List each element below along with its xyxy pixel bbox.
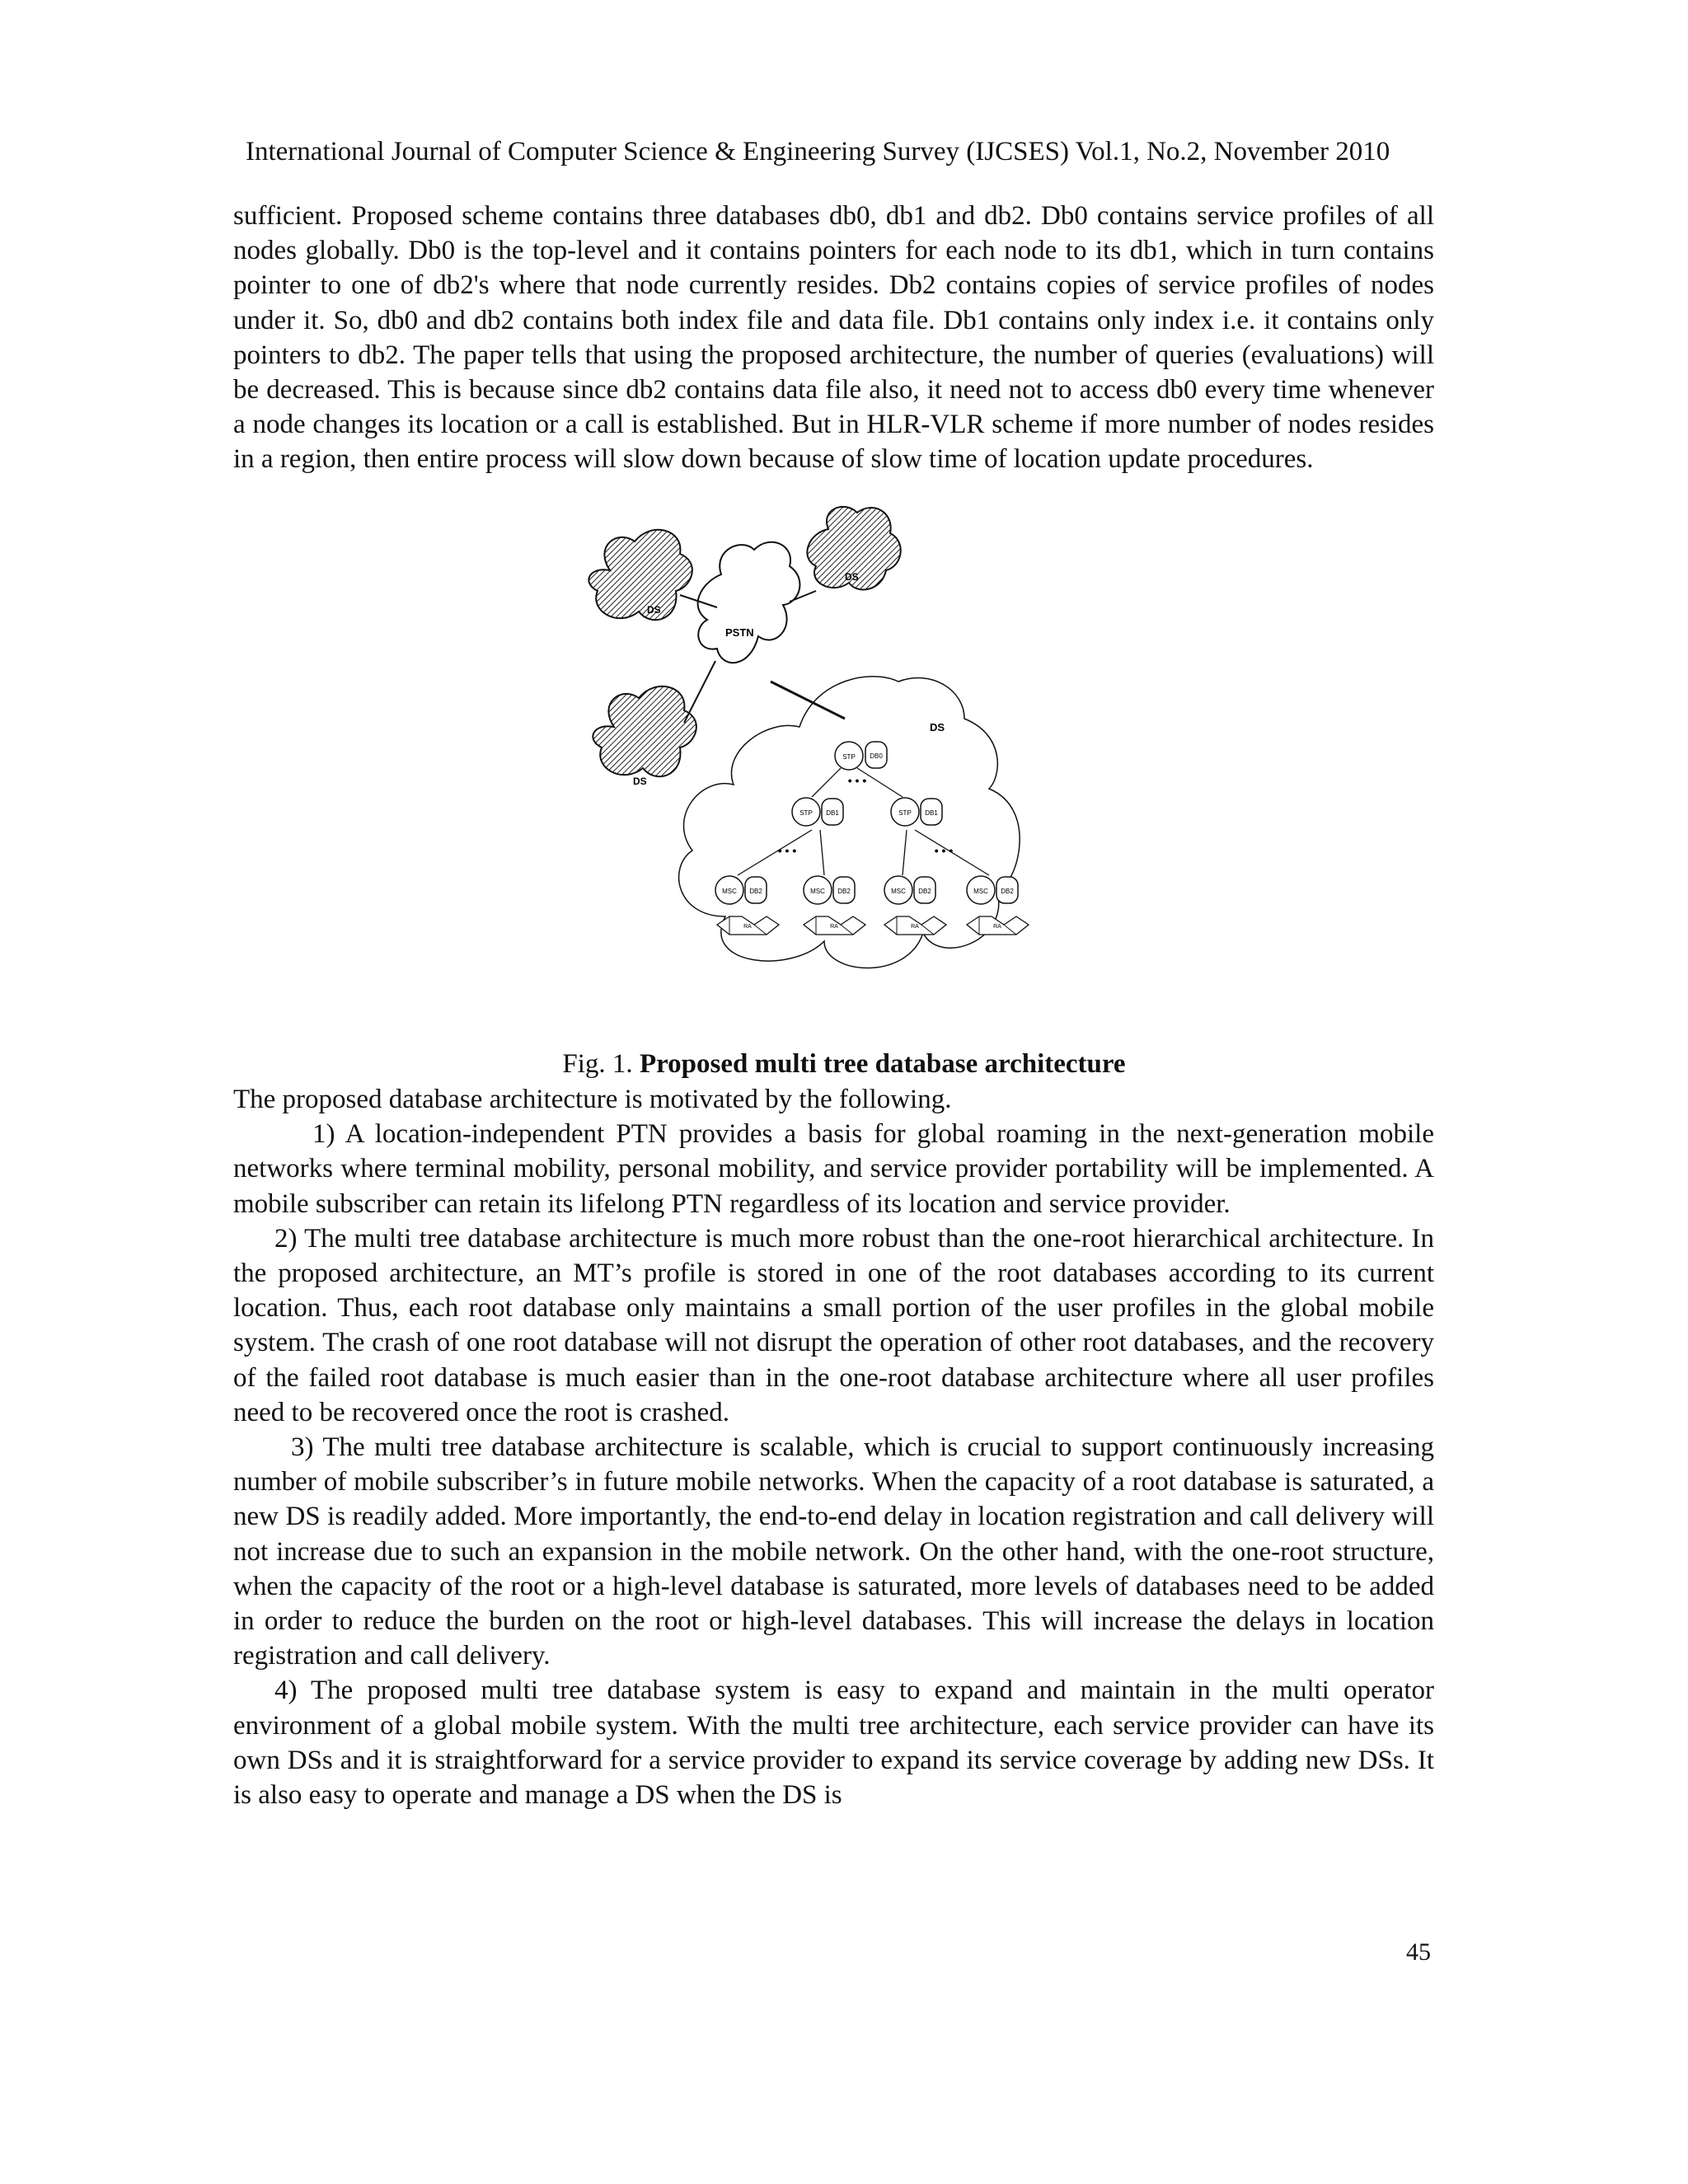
ds-cloud-left — [593, 687, 696, 787]
pstn-label: PSTN — [725, 626, 754, 639]
db0-label: DB0 — [870, 752, 883, 760]
list-item-1: 1) A location-independent PTN provides a basis for global roaming in the next-generation mobile networks where terminal mobility, personal mobility, and service provider portability will be implemented. A mobile subscriber can retain its lifelong PTN regardless of its location and service provider. — [233, 1119, 1434, 1219]
ds-label: DS — [633, 776, 647, 787]
ds-label: DS — [930, 721, 945, 733]
root-node — [835, 742, 887, 770]
pstn-cloud — [698, 542, 800, 663]
level2-node-4 — [967, 876, 1029, 935]
link-line — [771, 682, 845, 719]
figure-caption — [0, 1047, 1688, 1081]
ra-label: RA — [830, 924, 838, 930]
ds-label: DS — [845, 571, 859, 583]
paragraph-text: sufficient. Proposed scheme contains three databases db0, db1 and db2. Db0 contains service profiles of all nodes globally. Db0 is the top-level and it contains pointers for each node to its db1, which in turn contains pointer to one of db2's where that node currently resides. Db2 contains copies of service profiles of nodes under it. So, db0 and db2 contains both index file and data file. Db1 contains only index i.e. it contains only pointers to db2. The paper tells that using the proposed architecture, the number of queries (evaluations) will be decreased. This is because since db2 contains data file also, it need not to access db0 every time whenever a node changes its location or a call is established. But in HLR-VLR scheme if more number of nodes resides in a region, then entire process will slow down because of slow time of location update procedures. — [233, 201, 1434, 475]
db2-label: DB2 — [918, 888, 931, 895]
level2-node-2 — [804, 876, 865, 935]
db2-label: DB2 — [837, 888, 851, 895]
level1-node-right — [891, 798, 942, 826]
level2-node-1 — [715, 876, 779, 935]
ra-label: RA — [993, 924, 1001, 930]
db1-label: DB1 — [826, 809, 839, 817]
ellipsis-dots: • • • — [934, 844, 954, 857]
journal-header: International Journal of Computer Science & Engineering Survey (IJCSES) Vol.1, No.2, November 2010 — [246, 137, 1390, 166]
caption-prefix: Fig. 1. — [562, 1049, 640, 1079]
stp-label: STP — [898, 809, 912, 817]
ds-cloud-topleft — [588, 530, 692, 620]
msc-label: MSC — [891, 888, 906, 895]
architecture-diagram — [577, 504, 1104, 1032]
level2-node-3 — [884, 876, 946, 935]
msc-label: MSC — [973, 888, 988, 895]
db2-label: DB2 — [749, 888, 762, 895]
msc-label: MSC — [810, 888, 825, 895]
list-item-2: 2) The multi tree database architecture is much more robust than the one-root hierarchical architecture. In the proposed architecture, an MT’s profile is stored in one of the root databases according to its current location. Thus, each root database only maintains a small portion of the user profiles in the global mobile system. The crash of one root database will not disrupt the operation of other root databases, and the recovery of the failed root database is much easier than in the one-root database architecture where all user profiles need to be recovered once the root is crashed. — [233, 1223, 1434, 1427]
ds-label: DS — [647, 604, 661, 616]
list-item-3: 3) The multi tree database architecture is scalable, which is crucial to support continuously increasing number of mobile subscriber’s in future mobile networks. When the capacity of a root database is saturated, a new DS is readily added. More importantly, the end-to-end delay in location registration and call delivery will not increase due to such an expansion in the mobile network. On the other hand, with the one-root structure, when the capacity of the root or a high-level database is saturated, more levels of databases need to be added in order to reduce the burden on the root or high-level databases. This will increase the delays in location registration and call delivery. — [233, 1432, 1434, 1671]
paragraph-intro: The proposed database architecture is motivated by the following. — [233, 1085, 952, 1114]
stp-label: STP — [842, 753, 856, 761]
page-number: 45 — [1406, 1938, 1431, 1966]
ellipsis-dots: • • • — [777, 844, 797, 857]
body-section-motivation — [233, 1082, 1434, 1812]
list-item-4: 4) The proposed multi tree database system is easy to expand and maintain in the multi operator environment of a global mobile system. With the multi tree architecture, each service provider can have its own DSs and it is straightforward for a service provider to expand its service coverage by adding new DSs. It is also easy to operate and manage a DS when the DS is — [233, 1675, 1434, 1811]
ellipsis-dots: • • • — [847, 774, 867, 787]
ra-label: RA — [743, 924, 752, 930]
msc-label: MSC — [722, 888, 737, 895]
ra-label: RA — [911, 924, 919, 930]
ds-cloud-topright — [807, 507, 900, 589]
link-line — [684, 661, 715, 723]
stp-label: STP — [799, 809, 813, 817]
db1-label: DB1 — [925, 809, 938, 817]
body-paragraph-1 — [233, 199, 1434, 477]
db2-label: DB2 — [1001, 888, 1014, 895]
caption-title: Proposed multi tree database architecture — [639, 1049, 1126, 1079]
level1-node-left — [792, 798, 843, 826]
